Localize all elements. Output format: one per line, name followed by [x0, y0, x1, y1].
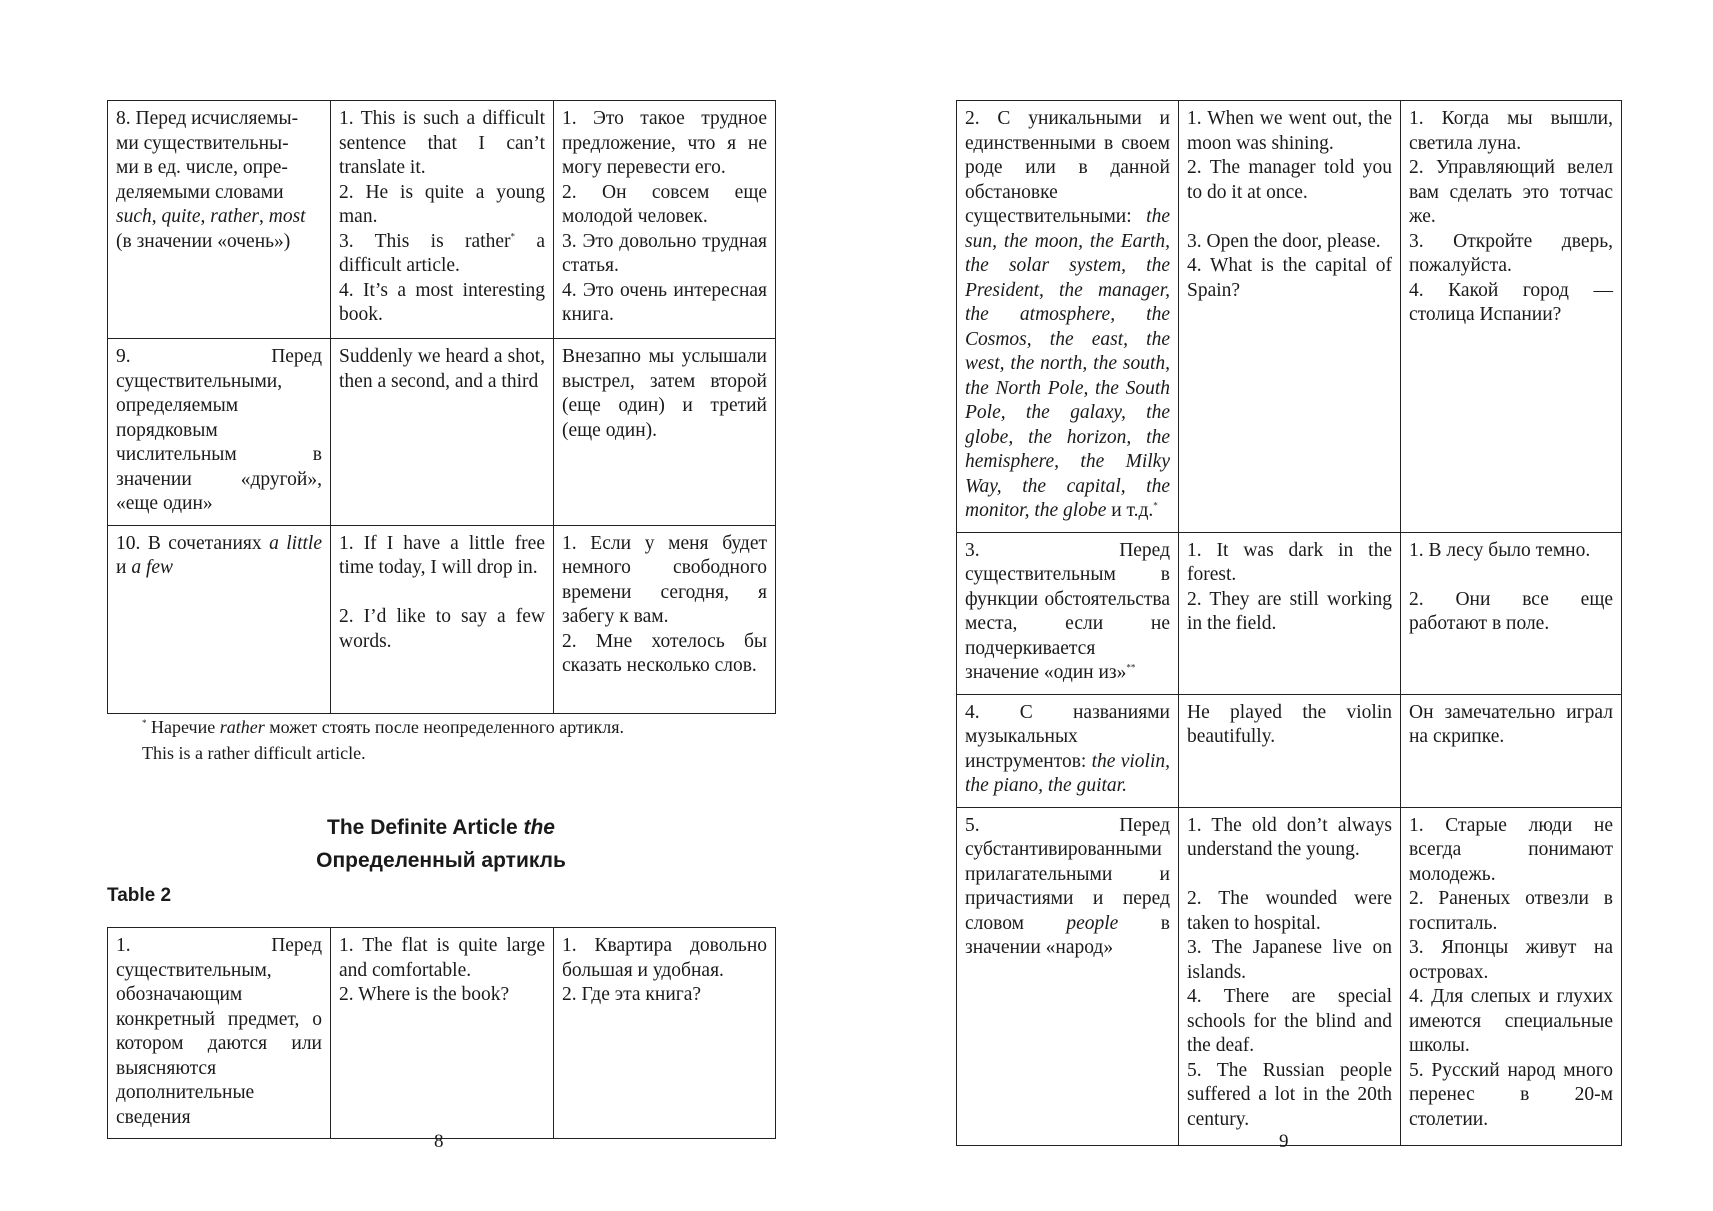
translation-1: 1. Когда мы вышли, светила луна. [1409, 108, 1613, 154]
word-rather: rather [210, 206, 259, 227]
translation-cell [554, 101, 776, 339]
table-label: Table 2 [107, 885, 172, 906]
rule-line: ми в ед. числе, опре- [116, 157, 288, 178]
translation-1: 1. Квартира довольно большая и удобная. [562, 935, 767, 981]
footnote-example: This is a rather difficult article. [142, 743, 366, 763]
translation-2: 2. Они все еще работают в поле. [1409, 588, 1613, 634]
translation-1: 1. Это такое трудное предложение, что я не могу перевести его. [562, 108, 767, 178]
definite-article-table [107, 927, 776, 1139]
example-cell [1179, 807, 1401, 1145]
table-row [957, 532, 1622, 694]
separator: , [259, 206, 269, 227]
example-4: 4. There are special schools for the blind and the deaf. [1187, 986, 1392, 1056]
translation-cell [1401, 101, 1622, 533]
rule-cell [957, 101, 1179, 533]
heading-text: The Definite Article [327, 816, 524, 839]
table-row [957, 694, 1622, 807]
example-3-end: a difficult article. [339, 230, 545, 276]
translation-cell [1401, 807, 1622, 1145]
rule-text: в значении «народ» [965, 912, 1170, 958]
footnote-word: rather [219, 717, 265, 737]
example-cell [1179, 694, 1401, 807]
example-cell [331, 928, 554, 1139]
table-row [957, 807, 1622, 1145]
example-3-start: 3. This is rather [339, 230, 511, 252]
rule-text: 9. Перед существительными, определяемым порядковым числительным в значении «другой», «еще один» [116, 346, 322, 514]
translation-1: 1. Старые люди не всегда понимают молодежь. [1409, 814, 1613, 885]
spacer [339, 581, 545, 606]
example-cell [331, 339, 554, 526]
rule-italic-examples: the sun, the moon, the Earth, the solar system, the President, the manager, the atmosphere, the Cosmos, the east, the west, the north, the south, the North Pole, the South Pole, the galaxy, the globe, the horizon, the hemisphere, the Milky Way, the capital, the monitor, the globe [965, 206, 1170, 521]
spacer [1409, 563, 1613, 588]
spacer [1187, 205, 1392, 230]
translation-2: 2. Управляющий велел вам сделать это тотчас же. [1409, 157, 1613, 227]
translation-2: 2. Где эта книга? [562, 984, 702, 1005]
table-row [957, 101, 1622, 533]
rule-text: 10. В сочетаниях [116, 532, 270, 554]
rule-text: 4. С названиями музыкальных инструментов: [965, 701, 1170, 772]
translation-4: 4. Для слепых и глухих имеются специальные школы. [1409, 986, 1613, 1056]
rule-cell [108, 525, 331, 713]
example-1: 1. This is such a difficult sentence that I can’t translate it. [339, 108, 545, 178]
translation-3: 3. Японцы живут на островах. [1409, 937, 1613, 983]
table-row [108, 339, 776, 526]
rule-text: 5. Перед субстантивированными прилагательными и причастиями и перед словом [965, 814, 1170, 934]
example-1: 1. The flat is quite large and comfortable. [339, 935, 545, 981]
rule-cell [957, 807, 1179, 1145]
rule-line: ми существительны- [116, 132, 289, 154]
rule-words-line [116, 205, 322, 230]
left-page [0, 0, 856, 1211]
example-2: 2. The manager told you to do it at once. [1187, 157, 1392, 203]
example-3 [339, 230, 545, 279]
word-a-few: a few [131, 557, 174, 578]
example-1: 1. It was dark in the forest. [1187, 539, 1392, 585]
example-2: 2. He is quite a young man. [339, 181, 545, 227]
table-row [108, 101, 776, 339]
translation-2: 2. Мне хотелось бы сказать несколько слов. [562, 630, 767, 676]
example-4: 4. It’s a most interesting book. [339, 279, 545, 325]
conjunction: и [116, 557, 132, 578]
translation-5: 5. Русский народ много перенес в 20-м столетии. [1409, 1059, 1613, 1130]
translation-3: 3. Это довольно трудная статья. [562, 230, 767, 276]
page-number: 8 [434, 1131, 444, 1152]
translation-cell [554, 339, 776, 526]
translation-cell [1401, 694, 1622, 807]
translation-3: 3. Откройте дверь, пожалуйста. [1409, 230, 1613, 276]
page-number: 9 [1279, 1131, 1289, 1152]
rule-line: 8. Перед исчисляемы- [116, 108, 299, 129]
rule-cell [957, 532, 1179, 694]
right-page [856, 0, 1713, 1211]
translation-text: Внезапно мы услышали выстрел, затем второй (еще один) и третий (еще один). [562, 346, 767, 441]
translation-1: 1. Если у меня будет немного свободного времени сегодня, я забегу к вам. [562, 532, 767, 627]
translation-4: 4. Это очень интересная книга. [562, 279, 767, 325]
translation-cell [1401, 532, 1622, 694]
rule-cell [108, 339, 331, 526]
footnote-mark: * [142, 718, 147, 728]
rule-cell [957, 694, 1179, 807]
example-cell [331, 101, 554, 339]
example-text: He played the violin beautifully. [1187, 701, 1392, 747]
footnote-text: может стоять после неопределенного артикля. [264, 717, 624, 737]
rule-cell [108, 928, 331, 1139]
example-cell [1179, 532, 1401, 694]
section-heading-en [107, 814, 775, 842]
rule-line: деляемыми словами [116, 181, 284, 203]
table-row [108, 525, 776, 713]
word-such: such [116, 206, 152, 227]
example-2: 2. The wounded were taken to hospital. [1187, 888, 1392, 934]
translation-1: 1. В лесу было темно. [1409, 539, 1591, 561]
example-3: 3. Open the door, please. [1187, 230, 1381, 252]
table-row [108, 928, 776, 1139]
translation-4: 4. Какой город — столица Испании? [1409, 279, 1613, 325]
translation-text: Он замечательно играл на скрипке. [1409, 701, 1613, 747]
footnote-mark: * [510, 231, 515, 241]
example-3: 3. The Japanese live on islands. [1187, 937, 1392, 983]
rule-text: 2. С уникальными и единственными в своем роде или в данной обстановке существительными: [965, 108, 1170, 227]
translation-cell [554, 525, 776, 713]
heading-word-the: the [523, 816, 555, 839]
example-cell [1179, 101, 1401, 533]
example-2: 2. Where is the book? [339, 984, 510, 1005]
rule-text: 1. Перед существительным, обозначающим конкретный предмет, о котором даются или выясняются дополнительные сведения [116, 935, 322, 1128]
translation-2: 2. Раненых отвезли в госпиталь. [1409, 888, 1613, 934]
footnote [142, 714, 782, 766]
example-4: 4. What is the capital of Spain? [1187, 255, 1392, 301]
footnote-line [142, 714, 782, 740]
rule-italic-word: people [1066, 912, 1119, 934]
example-1: 1. When we went out, the moon was shining. [1187, 108, 1392, 154]
example-5: 5. The Russian people suffered a lot in the 20th century. [1187, 1059, 1392, 1130]
rule-tail: (в значении «очень») [116, 230, 291, 252]
example-2: 2. They are still working in the field. [1187, 588, 1392, 634]
separator: , [151, 206, 162, 227]
indefinite-article-table-continued [107, 100, 776, 714]
rule-text: 3. Перед существительным в функции обстоятельства места, если не подчеркивается значение «один из» [965, 539, 1170, 683]
example-cell [331, 525, 554, 713]
rule-italic-examples: the violin, the piano, the guitar. [965, 750, 1171, 796]
rule-text: и т.д. [1106, 500, 1154, 521]
separator: , [200, 206, 211, 227]
footnote-text: Наречие [146, 717, 220, 737]
footnote-mark: * [1153, 500, 1158, 511]
footnote-mark: ** [1126, 662, 1136, 673]
word-quite: quite [161, 206, 201, 227]
example-1: 1. If I have a little free time today, I will drop in. [339, 532, 545, 578]
example-1: 1. The old don’t always understand the young. [1187, 814, 1392, 860]
example-2: 2. I’d like to say a few words. [339, 606, 545, 652]
translation-2: 2. Он совсем еще молодой человек. [562, 181, 767, 227]
word-a-little: a little [269, 532, 322, 554]
word-most: most [268, 206, 306, 227]
example-text: Suddenly we heard a shot, then a second, and a third [339, 346, 545, 392]
definite-article-table-continued [956, 100, 1622, 1146]
spacer [1187, 863, 1392, 888]
section-heading-ru: Определенный артикль [316, 849, 566, 872]
rule-cell [108, 101, 331, 339]
translation-cell [554, 928, 776, 1139]
